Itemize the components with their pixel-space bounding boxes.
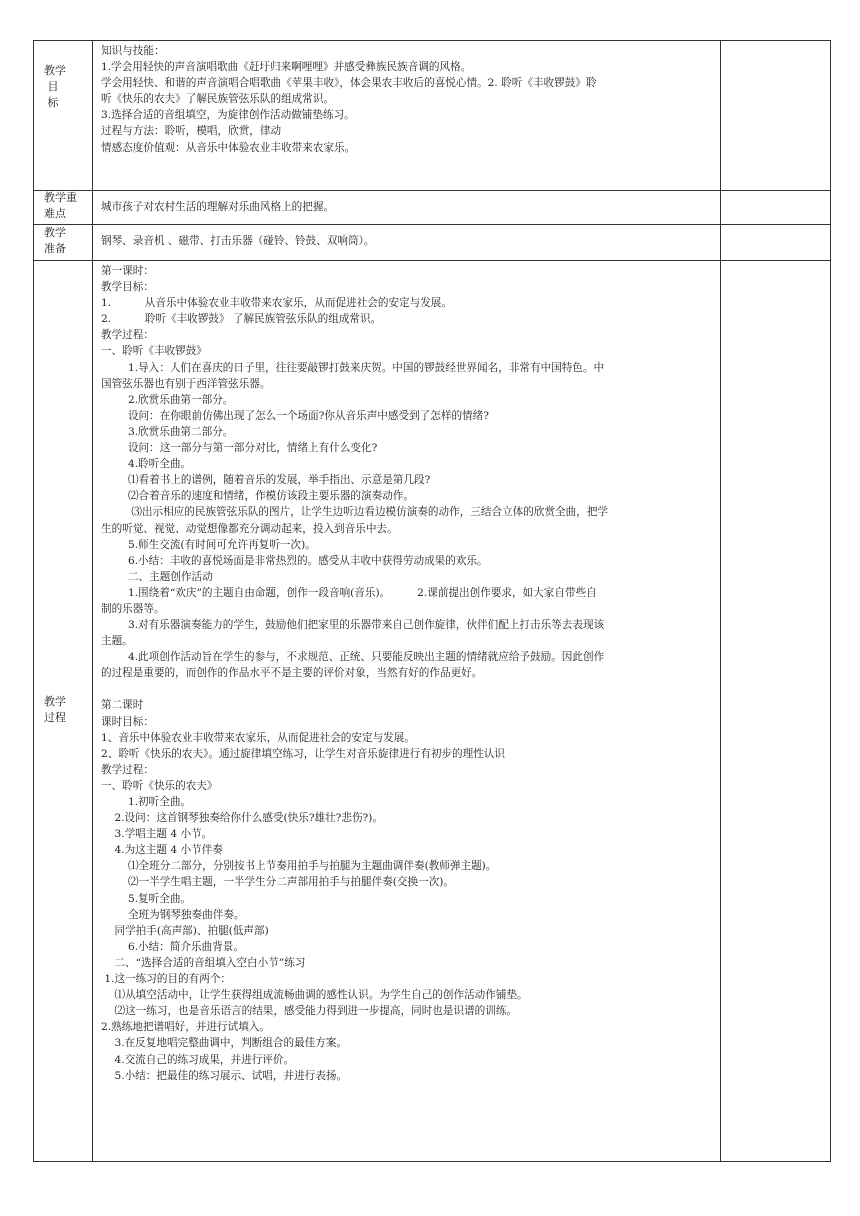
teaching-process-line: 同学拍手(高声部)、拍腿(低声部) — [101, 924, 269, 937]
teaching-process-line: 生的听觉、视觉、动觉想像都充分调动起来，投入到音乐中去。 — [101, 522, 398, 535]
teaching-process-line: 3.在反复地唱完整曲调中，判断组合的最佳方案。 — [101, 1037, 348, 1050]
teaching-objectives-line: 1.学会用轻快的声音演唱歌曲《赶圩归来啊哩哩》并感受彝族民族音调的风格。 — [101, 61, 472, 74]
teaching-process-line: 第一课时： — [101, 265, 154, 277]
teaching-process-line: ⑶出示相应的民族管弦乐队的图片，让学生边听边看边模仿演奏的动作，三结合立体的欣赏全曲，把学 — [101, 506, 609, 519]
teaching-process-line: 5.小结：把最佳的练习展示、试唱，并进行表扬。 — [101, 1069, 348, 1082]
teaching-process-line: 3.欣赏乐曲第二部分。 — [101, 425, 234, 438]
teaching-process-line: 2、聆听《快乐的农夫》。通过旋律填空练习，让学生对音乐旋律进行有初步的理性认识 — [101, 747, 505, 760]
teaching-process-line — [101, 681, 714, 697]
teaching-process-line: 1.初听全曲。 — [101, 796, 192, 808]
teaching-objectives-line: 知识与技能： — [101, 45, 165, 57]
teaching-process-line: 5.复听全曲。 — [101, 892, 192, 905]
teaching-process-label: 教学 过程 — [44, 694, 66, 724]
teaching-process-line: 4.聆听全曲。 — [101, 458, 192, 471]
teaching-process-line: 4.为这主题 4 小节伴奏 — [101, 844, 223, 857]
teaching-process-line: ⑵合着音乐的速度和情绪，作模仿该段主要乐器的演奏动作。 — [101, 490, 414, 503]
teaching-process-line: 4.交流自己的练习成果，并进行评价。 — [101, 1053, 295, 1066]
teaching-process-line: ⑵一半学生唱主题，一半学生分二声部用拍手与拍腿伴奏(交换一次)。 — [101, 876, 455, 889]
teaching-objectives-notes-cell — [721, 41, 831, 191]
teaching-process-line: 设问：这一部分与第一部分对比，情绪上有什么变化? — [101, 442, 378, 455]
teaching-process-line: 二、主题创作活动 — [101, 570, 213, 583]
teaching-process-line: 教学过程： — [101, 329, 154, 342]
teaching-process-line: 1.这一练习的目的有两个： — [101, 973, 232, 986]
teaching-process-line: 一、聆听《丰收锣鼓》 — [101, 345, 207, 358]
teaching-preparation-line: 钢琴、录音机 、磁带、打击乐器（碰铃、铃鼓、双响筒）。 — [101, 235, 375, 247]
key-difficult-points-row — [34, 191, 831, 225]
teaching-objectives-line: 3.选择合适的音组填空，为旋律创作活动做铺垫练习。 — [101, 109, 355, 122]
teaching-preparation-notes-cell — [721, 225, 831, 261]
teaching-process-line: 教学目标： — [101, 281, 154, 294]
teaching-process-line: 二、“选择合适的音组填入空白小节”练习 — [101, 956, 306, 969]
teaching-process-line: 2.熟练地把谱唱好，并进行试填入。 — [101, 1021, 271, 1034]
teaching-process-line: 2.设问：这首钢琴独奏给你什么感受(快乐?雄壮?悲伤?)。 — [101, 812, 383, 825]
teaching-process-line: 1. 从音乐中体验农业丰收带来农家乐，从而促进社会的安定与发展。 — [101, 297, 452, 310]
teaching-objectives-line: 过程与方法：聆听，模唱，欣赏，律动 — [101, 125, 282, 138]
teaching-process-line: ⑴看着书上的谱例，随着音乐的发展，举手指出、示意是第几段? — [101, 474, 431, 487]
teaching-process-line: 1、音乐中体验农业丰收带来农家乐，从而促进社会的安定与发展。 — [101, 731, 415, 744]
teaching-process-line: 1.围绕着“欢庆”的主题自由命题，创作一段音响(音乐)。 2.课前提出创作要求，如大家自带些自 — [101, 586, 597, 599]
teaching-process-line: 5.师生交流(有时间可允许再复听一次)。 — [101, 538, 316, 551]
teaching-process-line: 2. 聆听《丰收锣鼓》 了解民族管弦乐队的组成常识。 — [101, 313, 382, 326]
teaching-process-line: 第二课时 — [101, 699, 144, 712]
teaching-process-notes-cell — [721, 261, 831, 1162]
key-difficult-points-content-cell — [93, 191, 721, 225]
key-difficult-points-label-cell — [34, 191, 93, 225]
teaching-preparation-row — [34, 225, 831, 261]
teaching-objectives-label-cell — [34, 41, 93, 191]
teaching-process-content-cell — [93, 261, 721, 1162]
teaching-objectives-line: 听《快乐的农夫》了解民族管弦乐队的组成常识。 — [101, 93, 335, 106]
teaching-preparation-label: 教学 准备 — [44, 226, 66, 255]
teaching-process-line: 国管弦乐器也有别于西洋管弦乐器。 — [101, 377, 271, 390]
teaching-preparation-content-cell — [93, 225, 721, 261]
teaching-objectives-line: 学会用轻快、和谐的声音演唱合唱歌曲《苹果丰收》，体会果农丰收后的喜悦心情。2. 聆听《丰收锣鼓》聆 — [101, 77, 597, 90]
teaching-preparation-label-cell — [34, 225, 93, 261]
teaching-process-line: 教学过程： — [101, 763, 154, 776]
key-difficult-points-label: 教学重 难点 — [44, 191, 77, 220]
teaching-process-line: 设问：在你眼前仿佛出现了怎么一个场面?你从音乐声中感受到了怎样的情绪? — [101, 409, 489, 422]
teaching-process-line: 一、聆听《快乐的农夫》 — [101, 779, 218, 792]
teaching-process-line: 制的乐器等。 — [101, 602, 165, 615]
teaching-process-line: 3.学唱主题 4 小节。 — [101, 828, 213, 841]
teaching-process-line: 的过程是重要的，而创作的作品水平不是主要的评价对象，当然有好的作品更好。 — [101, 667, 483, 680]
lesson-plan-table — [33, 40, 831, 1162]
teaching-objectives-row — [34, 41, 831, 191]
teaching-process-line: 1.导入：人们在喜庆的日子里，往往要敲锣打鼓来庆贺。中国的锣鼓经世界闻名，非常有中国特色。中 — [101, 361, 605, 374]
teaching-process-line: ⑴全班分二部分，分别按书上节奏用拍手与拍腿为主题曲调伴奏(教师弹主题)。 — [101, 860, 497, 873]
key-difficult-points-notes-cell — [721, 191, 831, 225]
key-difficult-points-line: 城市孩子对农村生活的理解对乐曲风格上的把握。 — [101, 201, 335, 213]
teaching-process-line: ⑵这一练习，也是音乐语言的结果，感受能力得到进一步提高，同时也是识谱的训练。 — [101, 1005, 518, 1018]
teaching-process-line: 6.小结：简介乐曲背景。 — [101, 940, 244, 953]
teaching-process-line: ⑴从填空活动中，让学生获得组成流畅曲调的感性认识。为学生自己的创作活动作铺垫。 — [101, 989, 528, 1002]
teaching-process-line: 课时目标： — [101, 715, 154, 728]
teaching-objectives-content-cell — [93, 41, 721, 191]
teaching-process-row — [34, 261, 831, 1162]
teaching-process-label-cell — [34, 261, 93, 1162]
teaching-process-line: 主题。 — [101, 635, 133, 648]
teaching-process-line: 6.小结：丰收的喜悦场面是非常热烈的。感受从丰收中获得劳动成果的欢乐。 — [101, 554, 488, 567]
teaching-objectives-label: 教学 目 标 — [44, 64, 66, 109]
teaching-objectives-line: 情感态度价值观：从音乐中体验农业丰收带来农家乐。 — [101, 141, 356, 154]
teaching-process-line: 3.对有乐器演奏能力的学生，鼓励他们把家里的乐器带来自己创作旋律，伙伴们配上打击乐等去表现该 — [101, 619, 605, 632]
teaching-process-line: 2.欣赏乐曲第一部分。 — [101, 393, 234, 406]
teaching-process-line: 全班为钢琴独奏曲伴奏。 — [101, 908, 245, 921]
teaching-process-line: 4.此项创作活动旨在学生的参与，不求规范、正统、只要能反映出主题的情绪就应给予鼓励。因此创作 — [101, 651, 605, 664]
